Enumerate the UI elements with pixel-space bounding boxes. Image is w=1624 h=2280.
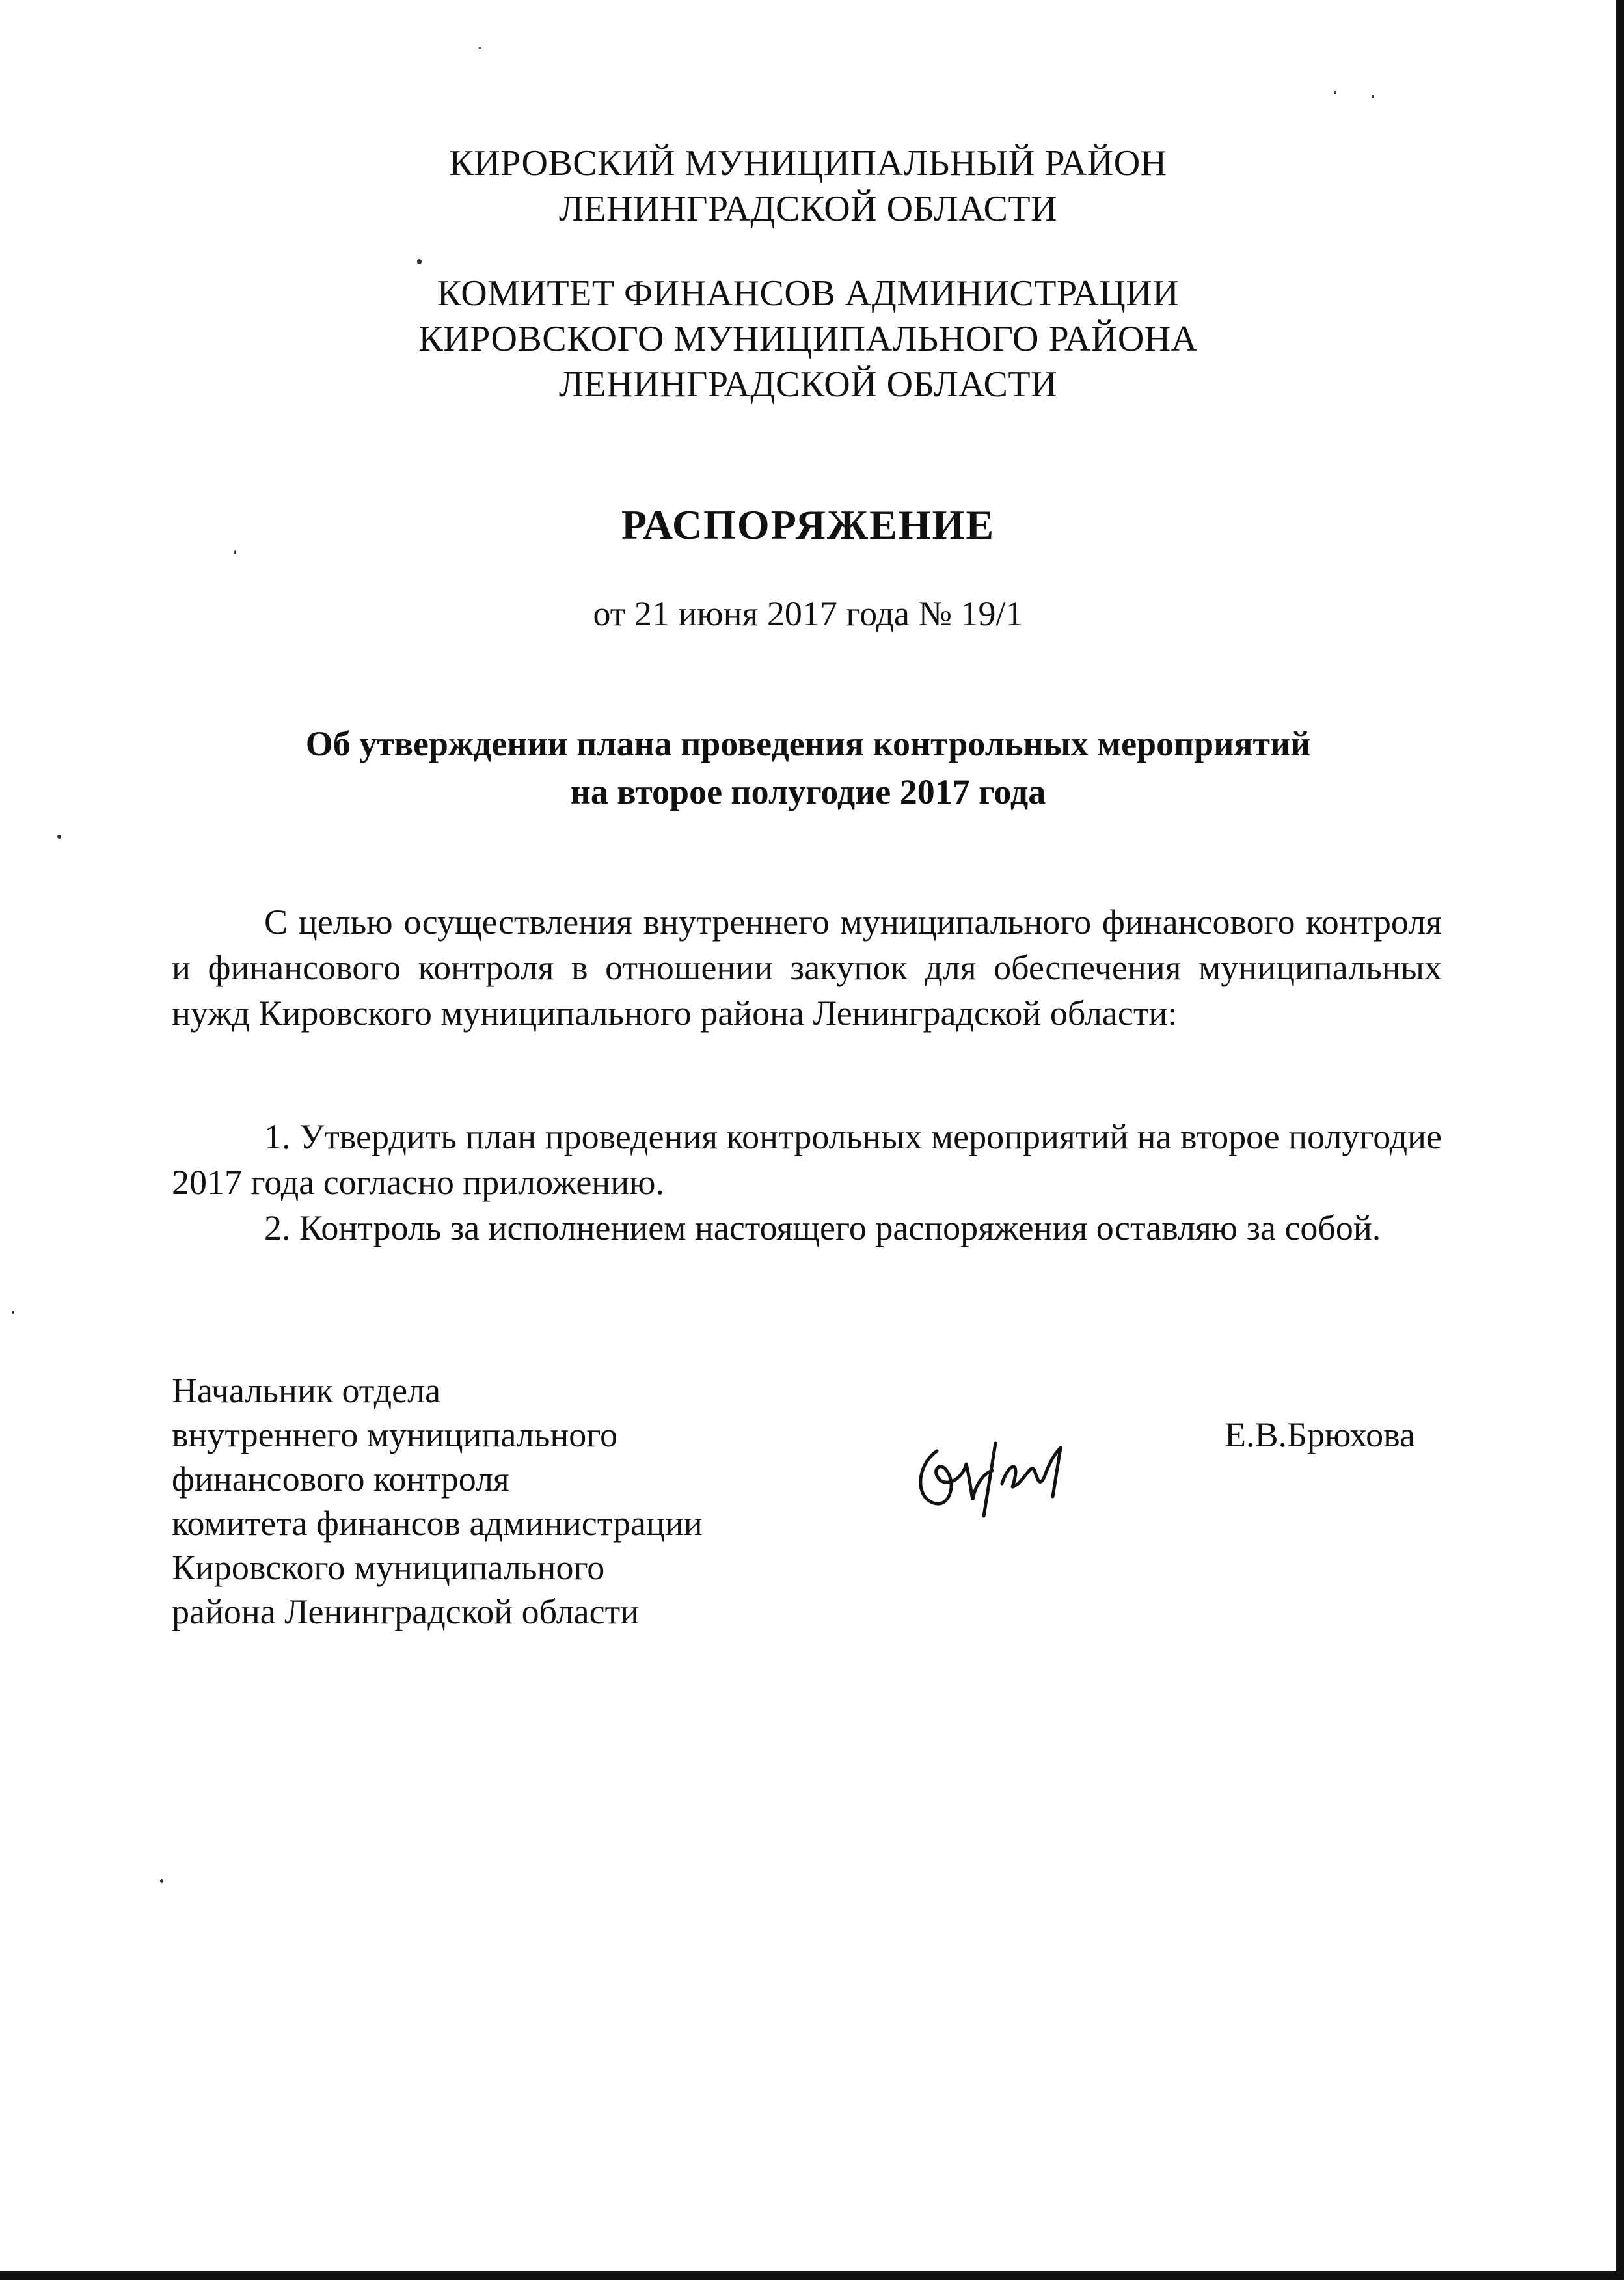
signature-position-line-5: Кировского муниципального	[172, 1548, 605, 1587]
body-item-2: 2. Контроль за исполнением настоящего распоряжения оставляю за собой.	[264, 1208, 1381, 1247]
scan-edge-bottom	[0, 2271, 1624, 2280]
scan-speck	[160, 1879, 163, 1883]
scan-edge-right	[1616, 0, 1624, 2280]
body-item-1: 1. Утвердить план проведения контрольных мероприятий на второе полугодие 2017 года согласно приложению.	[172, 1117, 1442, 1202]
document-subject-line-1: Об утверждении плана проведения контрольных мероприятий	[305, 724, 1311, 763]
scan-speck	[234, 550, 236, 554]
scan-speck	[57, 835, 61, 839]
signature-position-line-1: Начальник отдела	[172, 1371, 441, 1410]
signature-position-line-3: финансового контроля	[172, 1459, 509, 1499]
signature-position-line-4: комитета финансов администрации	[172, 1504, 703, 1543]
scan-speck	[478, 47, 481, 49]
scan-speck	[417, 259, 422, 264]
header-district-line-2: ЛЕНИНГРАДСКОЙ ОБЛАСТИ	[558, 189, 1058, 229]
header-committee-line-1: КОМИТЕТ ФИНАНСОВ АДМИНИСТРАЦИИ	[437, 273, 1180, 314]
signature-position-line-2: внутреннего муниципального	[172, 1415, 618, 1454]
scan-speck	[12, 1311, 14, 1314]
signer-name: Е.В.Брюхова	[1225, 1415, 1415, 1454]
header-district-line-1: КИРОВСКИЙ МУНИЦИПАЛЬНЫЙ РАЙОН	[449, 143, 1167, 183]
handwritten-signature	[911, 1425, 1080, 1523]
document-subject-line-2: на второе полугодие 2017 года	[570, 772, 1046, 811]
body-preamble: С целью осуществления внутреннего муниципального финансового контроля и финансового контроля в отношении закупок для обеспечения муниципальных нужд Кировского муниципального района Ленинградской области:	[172, 903, 1442, 1033]
document-title: РАСПОРЯЖЕНИЕ	[621, 502, 995, 548]
signature-position-block	[172, 1368, 703, 1634]
scan-speck	[1334, 91, 1336, 94]
signature-position-line-6: района Ленинградской области	[172, 1592, 640, 1631]
document-date-number: от 21 июня 2017 года № 19/1	[593, 594, 1023, 633]
header-committee-line-3: ЛЕНИНГРАДСКОЙ ОБЛАСТИ	[558, 364, 1058, 405]
scan-speck	[1372, 95, 1374, 98]
header-committee-line-2: КИРОВСКОГО МУНИЦИПАЛЬНОГО РАЙОНА	[418, 319, 1198, 359]
